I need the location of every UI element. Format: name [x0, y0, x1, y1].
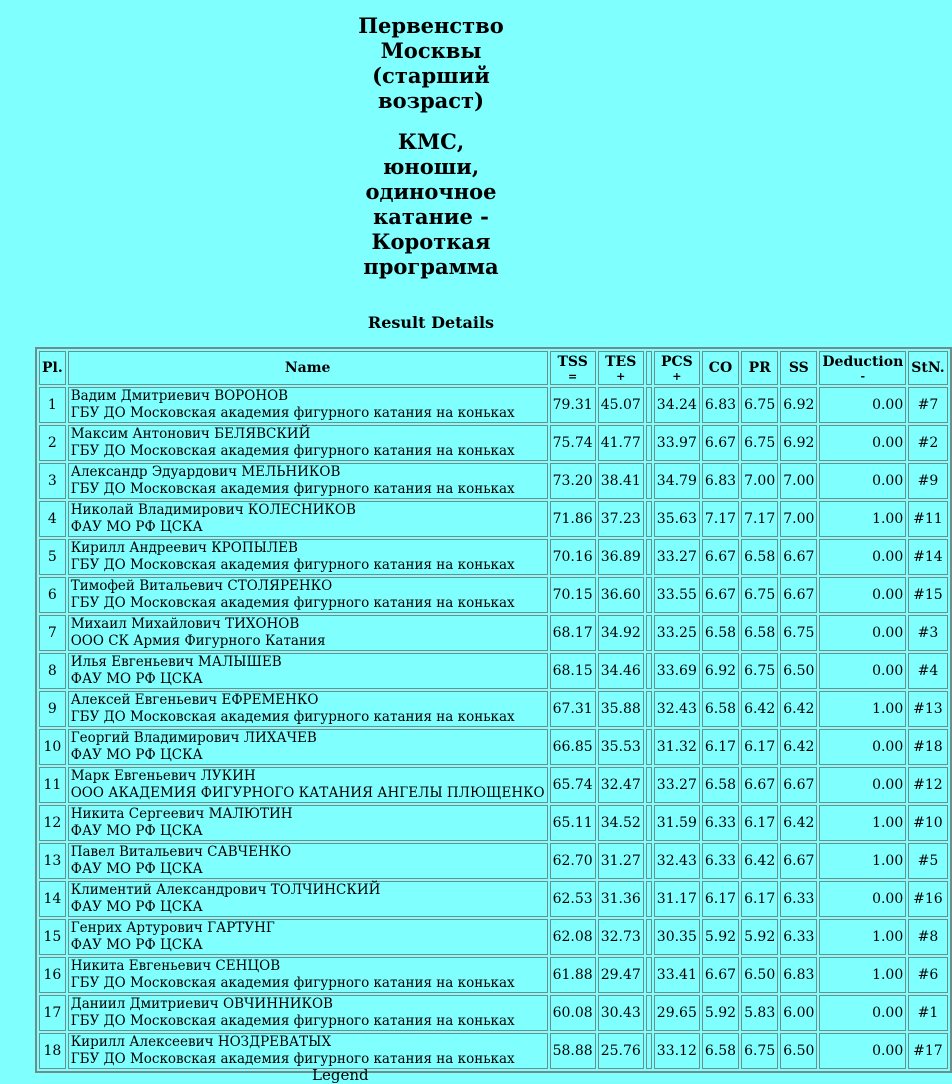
pr-cell: 7.17	[741, 501, 778, 537]
start-number-cell: #16	[908, 881, 947, 917]
skater-club: ФАУ МО РФ ЦСКА	[70, 519, 203, 535]
tss-cell: 66.85	[550, 729, 596, 765]
start-number-cell: #2	[908, 425, 947, 461]
pcs-cell: 33.25	[654, 615, 700, 651]
ss-cell: 6.50	[780, 653, 817, 689]
skater-club: ГБУ ДО Московская академия фигурного катания на коньках	[70, 975, 515, 991]
title-line: (старший	[372, 63, 490, 88]
tes-cell: 35.88	[598, 691, 644, 727]
start-number-cell: #1	[908, 995, 947, 1031]
skater-cell	[68, 881, 548, 917]
category-line: одиночное	[365, 179, 497, 204]
col-separator	[646, 995, 652, 1031]
start-number-cell: #7	[908, 387, 947, 423]
skater-name: Михаил Михайлович ТИХОНОВ	[70, 616, 300, 632]
skater-club: ООО СК Армия Фигурного Катания	[70, 633, 326, 649]
skater-cell	[68, 767, 548, 803]
place-cell: 7	[39, 615, 66, 651]
skater-club: ГБУ ДО Московская академия фигурного катания на коньках	[70, 443, 515, 459]
start-number-cell: #17	[908, 1033, 947, 1069]
title-line: Москвы	[380, 38, 482, 63]
start-number-cell: #3	[908, 615, 947, 651]
table-row	[39, 615, 948, 651]
tes-cell: 35.53	[598, 729, 644, 765]
table-row	[39, 577, 948, 613]
skater-club: ГБУ ДО Московская академия фигурного катания на коньках	[70, 481, 515, 497]
skater-cell	[68, 501, 548, 537]
pcs-cell: 33.27	[654, 539, 700, 575]
col-separator	[646, 653, 652, 689]
col-header-tss: TSS =	[550, 351, 596, 385]
deduction-cell: 0.00	[819, 729, 906, 765]
co-cell: 5.92	[702, 919, 739, 955]
co-cell: 7.17	[702, 501, 739, 537]
table-row	[39, 995, 948, 1031]
co-cell: 6.92	[702, 653, 739, 689]
col-separator	[646, 577, 652, 613]
co-cell: 6.67	[702, 577, 739, 613]
ss-cell: 6.67	[780, 577, 817, 613]
table-row	[39, 425, 948, 461]
competition-title	[0, 13, 862, 113]
col-header-pcs: PCS +	[654, 351, 700, 385]
tes-cell: 36.89	[598, 539, 644, 575]
result-details-heading: Result Details	[367, 313, 495, 332]
table-row	[39, 463, 948, 499]
tss-cell: 68.15	[550, 653, 596, 689]
skater-cell	[68, 425, 548, 461]
co-cell: 6.17	[702, 881, 739, 917]
col-header-tes: TES +	[598, 351, 644, 385]
category-line: КМС,	[397, 129, 465, 154]
table-row	[39, 387, 948, 423]
table-row	[39, 881, 948, 917]
col-separator	[646, 1033, 652, 1069]
deduction-cell: 1.00	[819, 843, 906, 879]
results-body	[39, 387, 948, 1069]
tes-cell: 25.76	[598, 1033, 644, 1069]
results-table	[35, 347, 952, 1073]
table-row	[39, 805, 948, 841]
tes-cell: 45.07	[598, 387, 644, 423]
pr-cell: 6.17	[741, 881, 778, 917]
col-separator	[646, 501, 652, 537]
tes-cell: 31.36	[598, 881, 644, 917]
tss-cell: 70.16	[550, 539, 596, 575]
col-separator	[646, 805, 652, 841]
deduction-cell: 1.00	[819, 957, 906, 993]
co-cell: 6.83	[702, 463, 739, 499]
start-number-cell: #12	[908, 767, 947, 803]
table-row	[39, 653, 948, 689]
tes-cell: 32.47	[598, 767, 644, 803]
skater-cell	[68, 463, 548, 499]
table-row	[39, 501, 948, 537]
start-number-cell: #15	[908, 577, 947, 613]
pcs-cell: 31.59	[654, 805, 700, 841]
col-separator	[646, 767, 652, 803]
co-cell: 6.58	[702, 1033, 739, 1069]
category-title	[0, 129, 862, 279]
col-separator	[646, 387, 652, 423]
col-separator	[646, 463, 652, 499]
col-header-name: Name	[68, 351, 548, 385]
ss-cell: 6.92	[780, 387, 817, 423]
col-separator	[646, 425, 652, 461]
co-cell: 6.67	[702, 425, 739, 461]
tss-cell: 58.88	[550, 1033, 596, 1069]
pr-cell: 6.58	[741, 615, 778, 651]
ss-cell: 6.42	[780, 805, 817, 841]
col-separator	[646, 539, 652, 575]
col-header-co: CO	[702, 351, 739, 385]
title-line: возраст)	[377, 88, 485, 113]
skater-name: Даниил Дмитриевич ОВЧИННИКОВ	[70, 996, 333, 1012]
ss-cell: 7.00	[780, 463, 817, 499]
pr-cell: 6.50	[741, 957, 778, 993]
deduction-cell: 1.00	[819, 501, 906, 537]
skater-cell	[68, 691, 548, 727]
col-separator	[646, 729, 652, 765]
skater-cell	[68, 653, 548, 689]
pcs-cell: 31.17	[654, 881, 700, 917]
start-number-cell: #9	[908, 463, 947, 499]
place-cell: 12	[39, 805, 66, 841]
tes-cell: 34.46	[598, 653, 644, 689]
tss-cell: 62.08	[550, 919, 596, 955]
tss-cell: 73.20	[550, 463, 596, 499]
col-header-ss: SS	[780, 351, 817, 385]
pr-cell: 6.42	[741, 843, 778, 879]
pr-cell: 6.17	[741, 729, 778, 765]
table-header-row	[39, 351, 948, 385]
table-row	[39, 957, 948, 993]
skater-cell	[68, 729, 548, 765]
skater-name: Александр Эдуардович МЕЛЬНИКОВ	[70, 464, 341, 480]
skater-club: ООО АКАДЕМИЯ ФИГУРНОГО КАТАНИЯ АНГЕЛЫ ПЛЮЩЕНКО	[70, 785, 545, 801]
tss-cell: 68.17	[550, 615, 596, 651]
skater-cell	[68, 957, 548, 993]
ss-cell: 6.42	[780, 729, 817, 765]
pr-cell: 6.75	[741, 387, 778, 423]
start-number-cell: #6	[908, 957, 947, 993]
skater-club: ФАУ МО РФ ЦСКА	[70, 861, 203, 877]
col-separator	[646, 843, 652, 879]
col-separator	[646, 881, 652, 917]
skater-club: ФАУ МО РФ ЦСКА	[70, 823, 203, 839]
pcs-cell: 34.24	[654, 387, 700, 423]
pcs-cell: 33.55	[654, 577, 700, 613]
deduction-cell: 0.00	[819, 615, 906, 651]
place-cell: 15	[39, 919, 66, 955]
skater-club: ФАУ МО РФ ЦСКА	[70, 937, 203, 953]
pr-cell: 6.75	[741, 653, 778, 689]
start-number-cell: #18	[908, 729, 947, 765]
pcs-cell: 32.43	[654, 691, 700, 727]
deduction-cell: 0.00	[819, 577, 906, 613]
tes-cell: 36.60	[598, 577, 644, 613]
tss-cell: 61.88	[550, 957, 596, 993]
ss-cell: 6.67	[780, 767, 817, 803]
skater-name: Кирилл Андреевич КРОПЫЛЕВ	[70, 540, 298, 556]
place-cell: 10	[39, 729, 66, 765]
tss-cell: 67.31	[550, 691, 596, 727]
skater-name: Вадим Дмитриевич ВОРОНОВ	[70, 388, 289, 404]
category-line: Короткая	[371, 229, 491, 254]
skater-cell	[68, 539, 548, 575]
place-cell: 2	[39, 425, 66, 461]
category-line: юноши,	[382, 154, 480, 179]
ss-cell: 6.33	[780, 881, 817, 917]
tss-cell: 70.15	[550, 577, 596, 613]
start-number-cell: #11	[908, 501, 947, 537]
skater-cell	[68, 577, 548, 613]
tes-cell: 34.52	[598, 805, 644, 841]
skater-cell	[68, 805, 548, 841]
table-row	[39, 729, 948, 765]
skater-name: Илья Евгеньевич МАЛЫШЕВ	[70, 654, 282, 670]
pr-cell: 6.17	[741, 805, 778, 841]
deduction-cell: 0.00	[819, 995, 906, 1031]
skater-name: Алексей Евгеньевич ЕФРЕМЕНКО	[70, 692, 319, 708]
skater-name: Георгий Владимирович ЛИХАЧЕВ	[70, 730, 317, 746]
start-number-cell: #8	[908, 919, 947, 955]
col-separator	[646, 919, 652, 955]
co-cell: 6.58	[702, 767, 739, 803]
pcs-cell: 33.69	[654, 653, 700, 689]
ss-cell: 6.75	[780, 615, 817, 651]
pcs-cell: 32.43	[654, 843, 700, 879]
ss-cell: 6.42	[780, 691, 817, 727]
table-row	[39, 919, 948, 955]
place-cell: 9	[39, 691, 66, 727]
col-separator	[646, 351, 652, 385]
skater-name: Николай Владимирович КОЛЕСНИКОВ	[70, 502, 356, 518]
skater-name: Максим Антонович БЕЛЯВСКИЙ	[70, 426, 311, 442]
ss-cell: 6.50	[780, 1033, 817, 1069]
ss-cell: 6.67	[780, 539, 817, 575]
ss-cell: 6.33	[780, 919, 817, 955]
place-cell: 17	[39, 995, 66, 1031]
deduction-cell: 1.00	[819, 805, 906, 841]
col-header-place: Pl.	[39, 351, 66, 385]
ss-cell: 6.92	[780, 425, 817, 461]
tss-cell: 60.08	[550, 995, 596, 1031]
start-number-cell: #10	[908, 805, 947, 841]
place-cell: 4	[39, 501, 66, 537]
deduction-cell: 0.00	[819, 1033, 906, 1069]
pr-cell: 6.75	[741, 577, 778, 613]
start-number-cell: #14	[908, 539, 947, 575]
place-cell: 11	[39, 767, 66, 803]
place-cell: 8	[39, 653, 66, 689]
pcs-cell: 33.12	[654, 1033, 700, 1069]
skater-name: Климентий Александрович ТОЛЧИНСКИЙ	[70, 882, 381, 898]
place-cell: 16	[39, 957, 66, 993]
tss-cell: 71.86	[550, 501, 596, 537]
pr-cell: 6.58	[741, 539, 778, 575]
skater-club: ГБУ ДО Московская академия фигурного катания на коньках	[70, 595, 515, 611]
deduction-cell: 0.00	[819, 539, 906, 575]
place-cell: 5	[39, 539, 66, 575]
pcs-cell: 30.35	[654, 919, 700, 955]
place-cell: 1	[39, 387, 66, 423]
start-number-cell: #4	[908, 653, 947, 689]
tss-cell: 75.74	[550, 425, 596, 461]
skater-name: Тимофей Витальевич СТОЛЯРЕНКО	[70, 578, 333, 594]
skater-club: ГБУ ДО Московская академия фигурного катания на коньках	[70, 709, 515, 725]
place-cell: 3	[39, 463, 66, 499]
skater-cell	[68, 843, 548, 879]
skater-name: Кирилл Алексеевич НОЗДРЕВАТЫХ	[70, 1034, 332, 1050]
place-cell: 18	[39, 1033, 66, 1069]
ss-cell: 6.67	[780, 843, 817, 879]
co-cell: 6.83	[702, 387, 739, 423]
skater-cell	[68, 1033, 548, 1069]
pcs-cell: 33.41	[654, 957, 700, 993]
skater-cell	[68, 615, 548, 651]
skater-name: Марк Евгеньевич ЛУКИН	[70, 768, 256, 784]
pr-cell: 6.42	[741, 691, 778, 727]
pr-cell: 6.75	[741, 425, 778, 461]
tes-cell: 31.27	[598, 843, 644, 879]
tes-cell: 29.47	[598, 957, 644, 993]
deduction-cell: 0.00	[819, 425, 906, 461]
tes-cell: 37.23	[598, 501, 644, 537]
deduction-cell: 0.00	[819, 767, 906, 803]
legend-heading: Legend	[312, 1066, 369, 1084]
pcs-cell: 35.63	[654, 501, 700, 537]
category-line: программа	[363, 254, 499, 279]
pcs-cell: 34.79	[654, 463, 700, 499]
deduction-cell: 0.00	[819, 881, 906, 917]
skater-name: Никита Евгеньевич СЕНЦОВ	[70, 958, 281, 974]
tss-cell: 62.70	[550, 843, 596, 879]
tes-cell: 38.41	[598, 463, 644, 499]
pcs-cell: 33.97	[654, 425, 700, 461]
co-cell: 6.33	[702, 805, 739, 841]
skater-cell	[68, 919, 548, 955]
skater-club: ГБУ ДО Московская академия фигурного катания на коньках	[70, 557, 515, 573]
pr-cell: 6.67	[741, 767, 778, 803]
skater-club: ГБУ ДО Московская академия фигурного катания на коньках	[70, 1013, 515, 1029]
skater-cell	[68, 387, 548, 423]
start-number-cell: #5	[908, 843, 947, 879]
skater-club: ФАУ МО РФ ЦСКА	[70, 747, 203, 763]
skater-club: ГБУ ДО Московская академия фигурного катания на коньках	[70, 1051, 515, 1067]
co-cell: 6.33	[702, 843, 739, 879]
skater-name: Никита Сергеевич МАЛЮТИН	[70, 806, 293, 822]
col-separator	[646, 615, 652, 651]
tes-cell: 34.92	[598, 615, 644, 651]
ss-cell: 6.83	[780, 957, 817, 993]
co-cell: 6.58	[702, 615, 739, 651]
tss-cell: 79.31	[550, 387, 596, 423]
skater-club: ФАУ МО РФ ЦСКА	[70, 671, 203, 687]
ss-cell: 7.00	[780, 501, 817, 537]
deduction-cell: 1.00	[819, 691, 906, 727]
table-row	[39, 767, 948, 803]
col-separator	[646, 691, 652, 727]
start-number-cell: #13	[908, 691, 947, 727]
skater-cell	[68, 995, 548, 1031]
title-line: Первенство	[358, 13, 504, 38]
pr-cell: 6.75	[741, 1033, 778, 1069]
pr-cell: 5.92	[741, 919, 778, 955]
pcs-cell: 29.65	[654, 995, 700, 1031]
ss-cell: 6.00	[780, 995, 817, 1031]
tss-cell: 65.11	[550, 805, 596, 841]
deduction-cell: 0.00	[819, 653, 906, 689]
col-separator	[646, 957, 652, 993]
col-header-deduction: Deduction -	[819, 351, 906, 385]
table-row	[39, 843, 948, 879]
pcs-cell: 31.32	[654, 729, 700, 765]
table-row	[39, 1033, 948, 1069]
category-line: катание -	[373, 204, 489, 229]
skater-name: Генрих Артурович ГАРТУНГ	[70, 920, 275, 936]
col-header-start-number: StN.	[908, 351, 947, 385]
deduction-cell: 1.00	[819, 919, 906, 955]
tss-cell: 62.53	[550, 881, 596, 917]
tss-cell: 65.74	[550, 767, 596, 803]
place-cell: 14	[39, 881, 66, 917]
skater-club: ГБУ ДО Московская академия фигурного катания на коньках	[70, 405, 515, 421]
co-cell: 6.67	[702, 539, 739, 575]
col-header-pr: PR	[741, 351, 778, 385]
skater-name: Павел Витальевич САВЧЕНКО	[70, 844, 292, 860]
co-cell: 5.92	[702, 995, 739, 1031]
pcs-cell: 33.27	[654, 767, 700, 803]
co-cell: 6.58	[702, 691, 739, 727]
skater-club: ФАУ МО РФ ЦСКА	[70, 899, 203, 915]
place-cell: 13	[39, 843, 66, 879]
deduction-cell: 0.00	[819, 387, 906, 423]
tes-cell: 41.77	[598, 425, 644, 461]
deduction-cell: 0.00	[819, 463, 906, 499]
place-cell: 6	[39, 577, 66, 613]
co-cell: 6.17	[702, 729, 739, 765]
table-row	[39, 539, 948, 575]
co-cell: 6.67	[702, 957, 739, 993]
tes-cell: 30.43	[598, 995, 644, 1031]
tes-cell: 32.73	[598, 919, 644, 955]
pr-cell: 7.00	[741, 463, 778, 499]
pr-cell: 5.83	[741, 995, 778, 1031]
table-row	[39, 691, 948, 727]
